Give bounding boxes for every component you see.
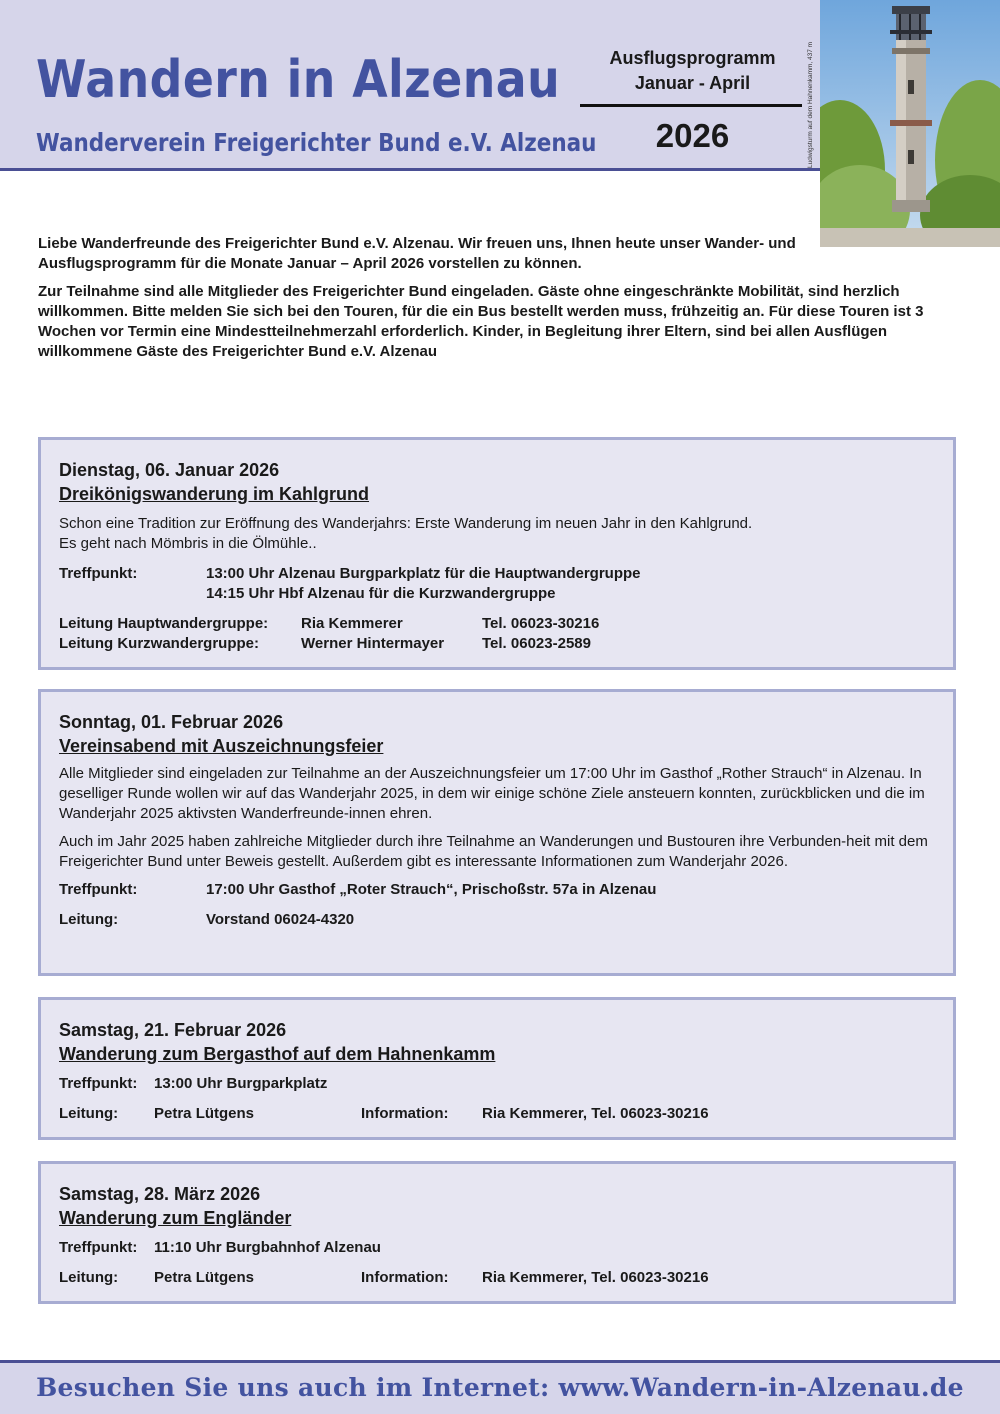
event-description-paragraph: Alle Mitglieder sind eingeladen zur Teilnahme an der Auszeichnungsfeier um 17:00 Uhr im Gasthof „Rother Strauch“ in Alzenau. In geselliger Runde wollen wir auf das Wanderjahr 2025, in dem wir einige schöne Ziele ansteuern konnten, zurückblicken und die im Wanderjahr 2025 aktivsten Wanderfreunde-innen ehren. [59,765,925,822]
event-description [59,764,935,872]
leader-phone: Tel. 06023-2589 [482,635,591,652]
meeting-point-row [59,564,935,584]
leader-row [59,1104,935,1124]
event-card [38,689,956,976]
event-title: Wanderung zum Engländer [59,1208,292,1228]
leader-value: Petra Lütgens [154,1105,255,1122]
intro-paragraph-2: Zur Teilnahme sind alle Mitglieder des Freigerichter Bund eingeladen. Gäste ohne eingeschränkte Mobilität, sind herzlich willkommen. Bitte melden Sie sich bei den Touren, für die ein Bus bestellt werden muss, frühzeitig an. Für diese Touren ist 3 Wochen vor Termin eine Mindestteilnehmerzahl erforderlich. Kinder, in Begleitung ihrer Eltern, sind bei allen Ausflügen willkommene Gäste des Freigerichter Bund e.V. Alzenau [38,283,924,360]
meeting-point-row [59,1074,935,1094]
page-title: Wandern in Alzenau [36,50,561,110]
info-value: Ria Kemmerer, Tel. 06023-30216 [482,1269,709,1286]
event-card [38,997,956,1140]
event-date: Dienstag, 06. Januar 2026 [59,460,280,480]
header-divider [0,168,820,171]
program-label-line1: Ausflugsprogramm [609,48,776,68]
event-description-paragraph: Auch im Jahr 2025 haben zahlreiche Mitglieder durch ihre Teilnahme an Wanderungen und Bustouren ihre Verbunden-heit mit dem Freigerichter Bund unter Beweis gestellt. Außerdem gibt es interessante Informationen zum Wanderjahr 2026. [59,833,928,870]
program-label [585,46,800,96]
leader-label: Leitung Hauptwandergruppe: [59,615,269,632]
meeting-point-value: 11:10 Uhr Burgbahnhof Alzenau [154,1239,381,1256]
event-date: Samstag, 28. März 2026 [59,1184,261,1204]
event-title: Dreikönigswanderung im Kahlgrund [59,484,370,504]
photo-caption [805,20,821,170]
program-year: 2026 [655,117,730,154]
intro-paragraph-1: Liebe Wanderfreunde des Freigerichter Bund e.V. Alzenau. Wir freuen uns, Ihnen heute unser Wander- und Ausflugsprogramm für die Monate Januar – April 2026 vorstellen zu können. [38,235,796,272]
event-title: Wanderung zum Bergasthof auf dem Hahnenkamm [59,1044,496,1064]
meeting-point-label: Treffpunkt: [59,565,138,582]
leader-value: Petra Lütgens [154,1269,255,1286]
event-date: Samstag, 21. Februar 2026 [59,1020,287,1040]
info-value: Ria Kemmerer, Tel. 06023-30216 [482,1105,709,1122]
meeting-point-label: Treffpunkt: [59,881,138,898]
meeting-point-row [59,1238,935,1258]
club-name: Wanderverein Freigerichter Bund e.V. Alzenau [36,128,597,157]
leader-row [59,910,935,930]
footer-website-text: Besuchen Sie uns auch im Internet: www.Wandern-in-Alzenau.de [36,1373,964,1402]
info-label: Information: [361,1105,449,1122]
meeting-point-value: 17:00 Uhr Gasthof „Roter Strauch“, Prischoßstr. 57a in Alzenau [206,881,657,898]
leader-label: Leitung: [59,1105,119,1122]
meeting-point-row [59,880,935,900]
leader-phone: Tel. 06023-30216 [482,615,600,632]
program-rule [580,104,802,107]
leader-label: Leitung: [59,911,119,928]
leader-row [59,634,935,654]
intro-section [38,234,948,370]
meeting-point-row [59,584,935,604]
info-label: Information: [361,1269,449,1286]
tower-illustration [820,0,1000,247]
meeting-point-value: 13:00 Uhr Alzenau Burgparkplatz für die Hauptwandergruppe [206,565,641,582]
meeting-point-label: Treffpunkt: [59,1239,138,1256]
photo-caption-text: Ludwigsturm auf dem Hahnenkamm, 437 m [807,41,814,168]
leader-label: Leitung Kurzwandergruppe: [59,635,259,652]
event-description-line: Schon eine Tradition zur Eröffnung des Wanderjahrs: Erste Wanderung im neuen Jahr in den Kahlgrund. [59,515,753,532]
event-card [38,437,956,670]
event-date: Sonntag, 01. Februar 2026 [59,712,284,732]
tower-photo [820,0,1000,247]
event-title: Vereinsabend mit Auszeichnungsfeier [59,736,384,756]
leader-value: Vorstand 06024-4320 [206,911,355,928]
event-description [59,514,935,554]
meeting-point-value: 13:00 Uhr Burgparkplatz [154,1075,328,1092]
leader-name: Werner Hintermayer [301,635,445,652]
meeting-point-value: 14:15 Uhr Hbf Alzenau für die Kurzwandergruppe [206,585,556,602]
event-description-line: Es geht nach Mömbris in die Ölmühle.. [59,535,317,552]
leader-row [59,614,935,634]
event-card [38,1161,956,1304]
meeting-point-label: Treffpunkt: [59,1075,138,1092]
leader-name: Ria Kemmerer [301,615,403,632]
leader-label: Leitung: [59,1269,119,1286]
leader-row [59,1268,935,1288]
program-label-line2: Januar - April [634,73,751,93]
